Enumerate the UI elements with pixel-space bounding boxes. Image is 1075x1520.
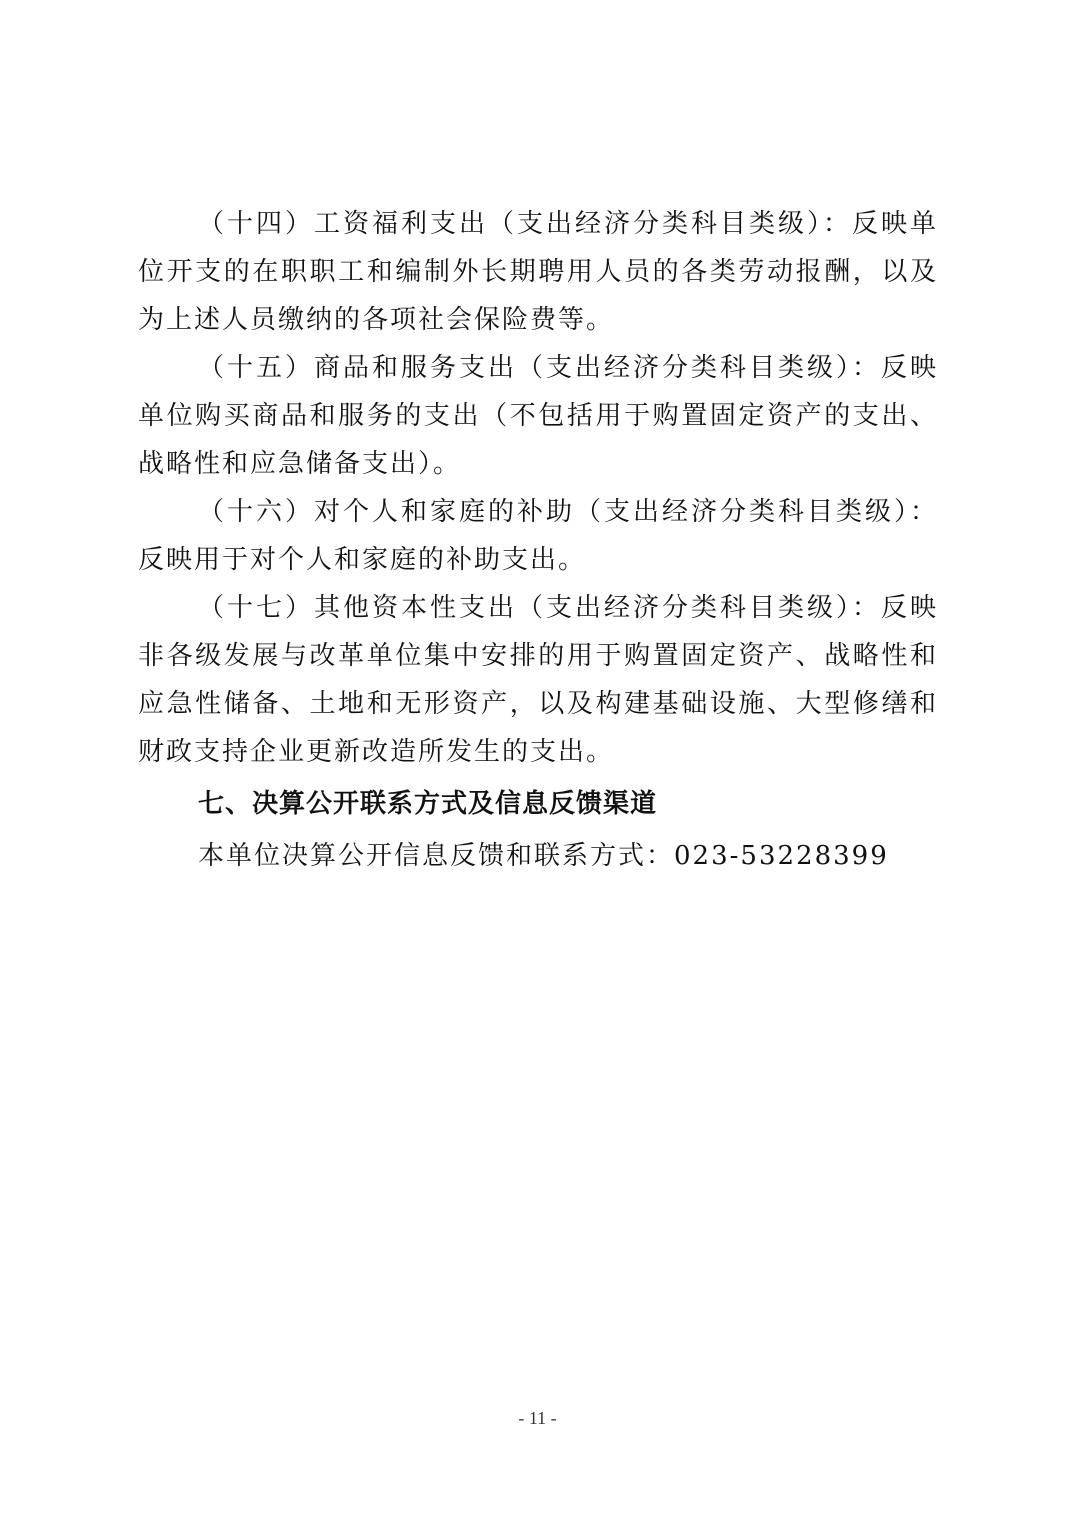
paragraph-wage-welfare: （十四）工资福利支出（支出经济分类科目类级）：反映单位开支的在职职工和编制外长期聘用人员的各类劳动报酬，以及为上述人员缴纳的各项社会保险费等。: [138, 209, 938, 335]
section-heading: 七、决算公开联系方式及信息反馈渠道: [198, 789, 658, 819]
paragraph-goods-services: （十五）商品和服务支出（支出经济分类科目类级）：反映单位购买商品和服务的支出（不包括用于购置固定资产的支出、战略性和应急储备支出）。: [138, 353, 938, 479]
paragraph-household-subsidy: （十六）对个人和家庭的补助（支出经济分类科目类级）：反映用于对个人和家庭的补助支出。: [138, 497, 938, 575]
page-number: - 11 -: [518, 1408, 557, 1428]
paragraph-other-capital: （十七）其他资本性支出（支出经济分类科目类级）：反映非各级发展与改革单位集中安排的用于购置固定资产、战略性和应急性储备、土地和无形资产，以及构建基础设施、大型修缮和财政支持企业更新改造所发生的支出。: [138, 593, 938, 767]
document-body: [138, 200, 938, 884]
contact-info: 本单位决算公开信息反馈和联系方式：023-53228399: [198, 841, 889, 871]
